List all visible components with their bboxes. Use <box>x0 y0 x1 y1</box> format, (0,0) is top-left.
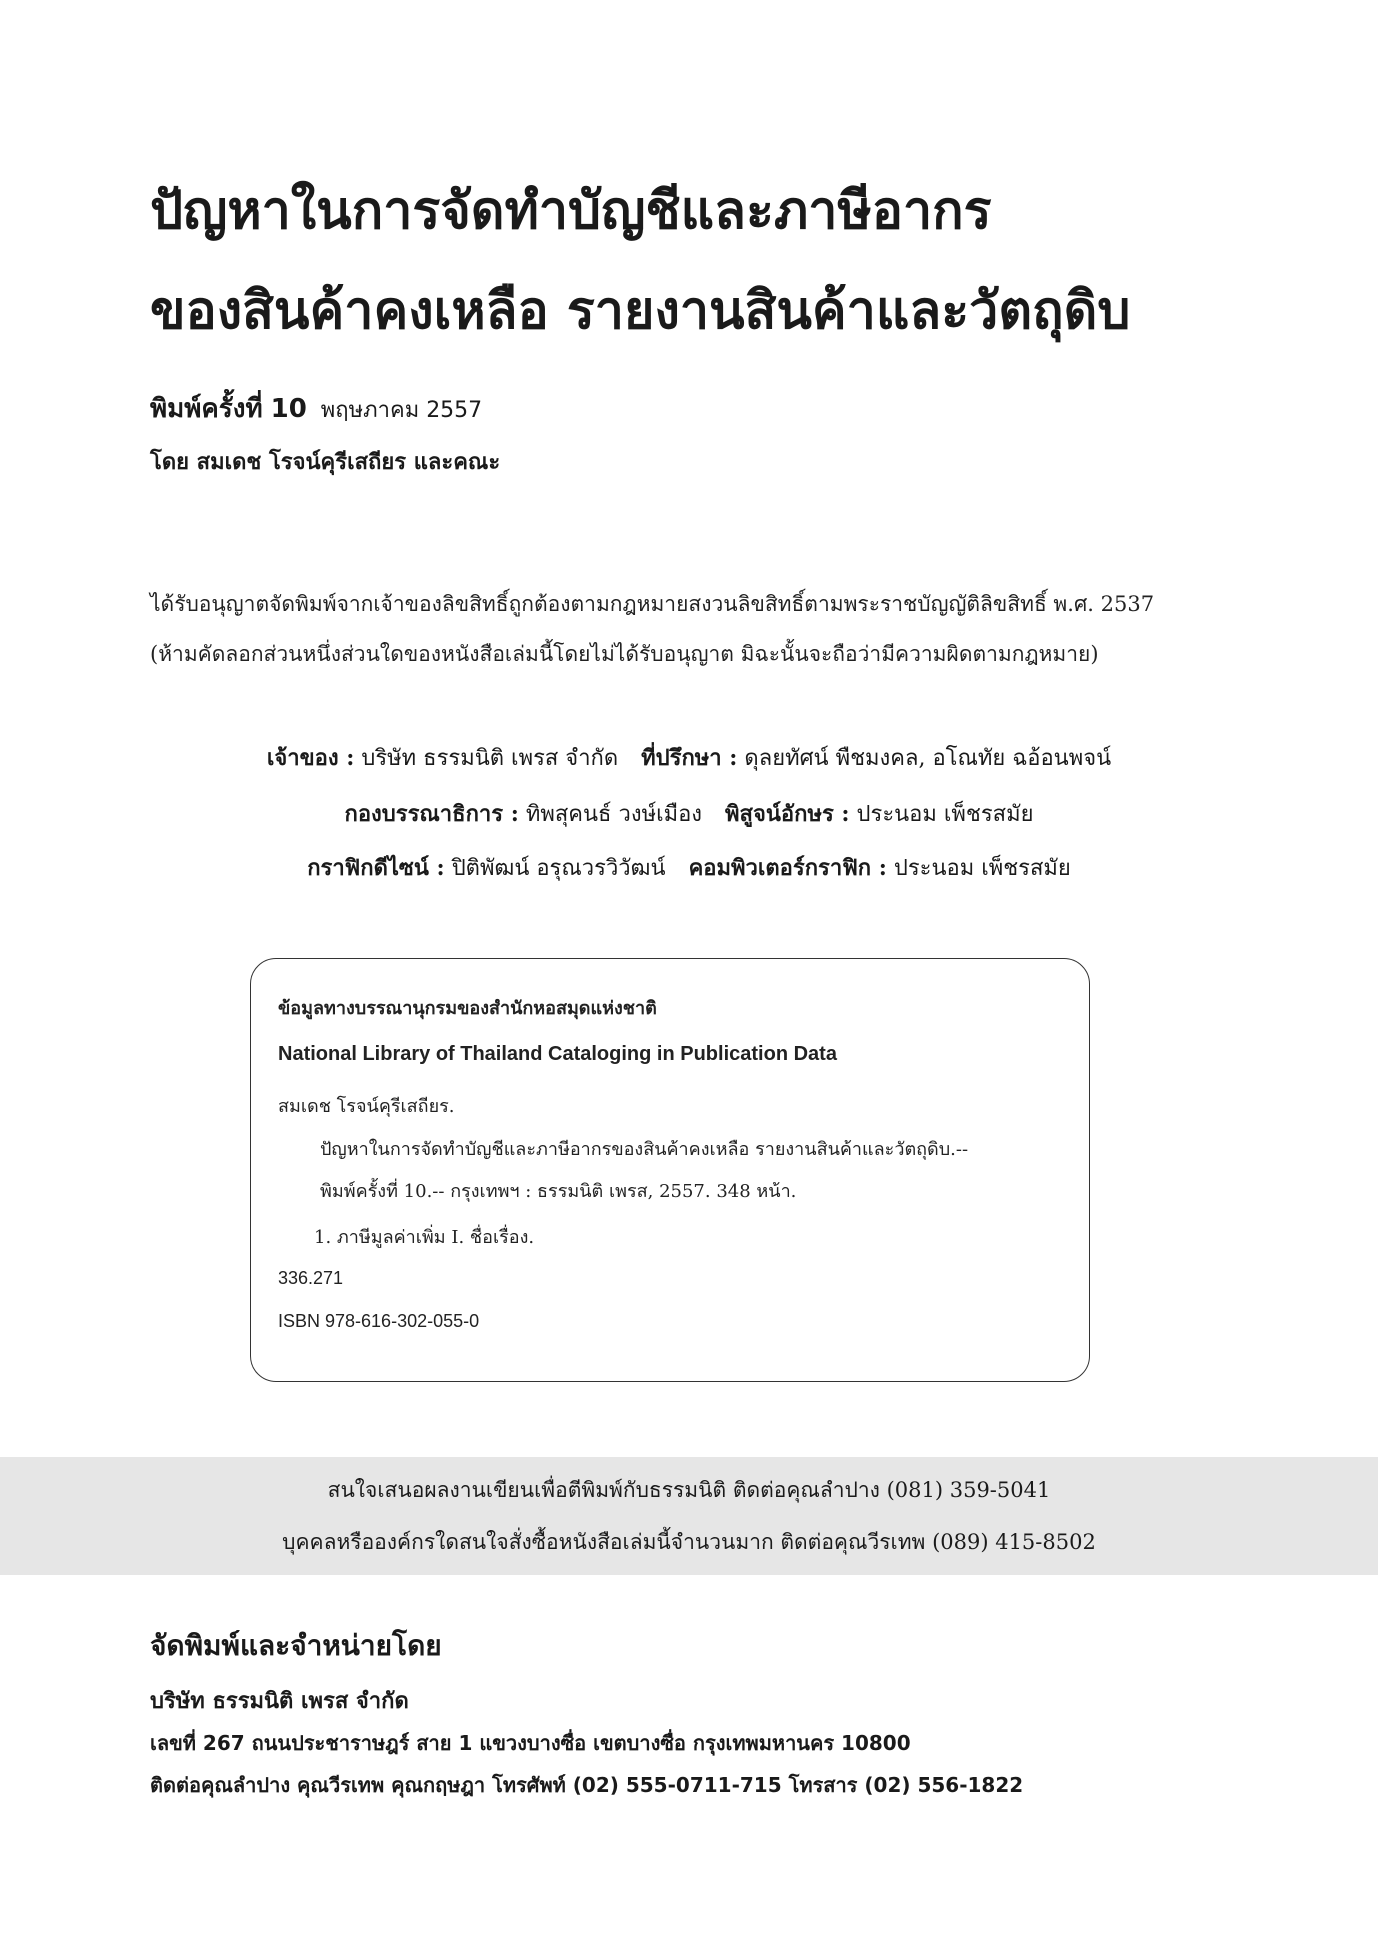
credits-row-2 <box>0 796 1378 831</box>
edition-date: พฤษภาคม 2557 <box>320 398 483 423</box>
copyright-notice-line-1: ได้รับอนุญาตจัดพิมพ์จากเจ้าของลิขสิทธิ์ถูกต้องตามกฎหมายสงวนลิขสิทธิ์ตามพระราชบัญญัติลิขสิทธิ์ พ.ศ. 2537 <box>150 592 1155 616</box>
cip-heading-english: National Library of Thailand Cataloging in Publication Data <box>278 1043 837 1065</box>
publisher-name: บริษัท ธรรมนิติ เพรส จำกัด <box>150 1689 409 1714</box>
cip-title: ปัญหาในการจัดทำบัญชีและภาษีอากรของสินค้าคงเหลือ รายงานสินค้าและวัตถุดิบ.-- <box>320 1139 969 1160</box>
credits-row-3 <box>0 850 1378 885</box>
edition-info <box>150 388 482 429</box>
book-title-line-2: ของสินค้าคงเหลือ รายงานสินค้าและวัตถุดิบ <box>150 281 1131 341</box>
cip-isbn: ISBN 978-616-302-055-0 <box>278 1311 480 1331</box>
proof-value: ประนอม เพ็ชรสมัย <box>856 802 1034 827</box>
editorial-label: กองบรรณาธิการ : <box>344 801 519 827</box>
author-line: โดย สมเดช โรจน์คุรีเสถียร และคณะ <box>150 450 501 475</box>
cip-publication: พิมพ์ครั้งที่ 10.-- กรุงเทพฯ : ธรรมนิติ เพรส, 2557. 348 หน้า. <box>320 1181 797 1202</box>
publisher-heading: จัดพิมพ์และจำหน่ายโดย <box>150 1629 442 1662</box>
copyright-notice-line-2: (ห้ามคัดลอกส่วนหนึ่งส่วนใดของหนังสือเล่มนี้โดยไม่ได้รับอนุญาต มิฉะนั้นจะถือว่ามีความผิดตามกฎหมาย) <box>150 642 1099 666</box>
publisher-contact: ติดต่อคุณลำปาง คุณวีรเทพ คุณกฤษฎา โทรศัพท์ (02) 555-0711-715 โทรสาร (02) 556-1822 <box>150 1773 1024 1797</box>
computer-graphic-value: ประนอม เพ็ชรสมัย <box>893 856 1071 881</box>
cip-classification: 336.271 <box>278 1268 344 1288</box>
edition-label: พิมพ์ครั้งที่ <box>150 394 263 424</box>
computer-graphic-label: คอมพิวเตอร์กราฟิก : <box>688 855 887 881</box>
cip-subject: 1. ภาษีมูลค่าเพิ่ม I. ชื่อเรื่อง. <box>314 1227 535 1248</box>
book-title-line-1: ปัญหาในการจัดทำบัญชีและภาษีอากร <box>150 181 992 241</box>
contact-line-manuscript: สนใจเสนอผลงานเขียนเพื่อตีพิมพ์กับธรรมนิติ ติดต่อคุณลำปาง (081) 359-5041 <box>327 1478 1051 1502</box>
cip-author: สมเดช โรจน์คุรีเสถียร. <box>278 1096 455 1117</box>
cip-heading-thai: ข้อมูลทางบรรณานุกรมของสำนักหอสมุดแห่งชาติ <box>278 998 657 1019</box>
advisor-label: ที่ปรึกษา : <box>641 745 738 771</box>
graphic-value: ปิติพัฒน์ อรุณวรวิวัฒน์ <box>451 856 666 881</box>
editorial-value: ทิพสุคนธ์ วงษ์เมือง <box>525 802 703 827</box>
owner-value: บริษัท ธรรมนิติ เพรส จำกัด <box>361 746 619 771</box>
edition-number: 10 <box>270 394 307 424</box>
credits-row-1 <box>0 740 1378 775</box>
publisher-address: เลขที่ 267 ถนนประชาราษฎร์ สาย 1 แขวงบางซื่อ เขตบางซื่อ กรุงเทพมหานคร 10800 <box>150 1731 911 1755</box>
contact-line-bulk-order: บุคคลหรือองค์กรใดสนใจสั่งซื้อหนังสือเล่มนี้จำนวนมาก ติดต่อคุณวีรเทพ (089) 415-8502 <box>282 1530 1096 1554</box>
advisor-value: ดุลยทัศน์ พืชมงคล, อโณทัย ฉอ้อนพจน์ <box>744 746 1112 771</box>
graphic-label: กราฟิกดีไซน์ : <box>307 855 445 881</box>
proof-label: พิสูจน์อักษร : <box>725 801 850 827</box>
owner-label: เจ้าของ : <box>266 745 355 771</box>
